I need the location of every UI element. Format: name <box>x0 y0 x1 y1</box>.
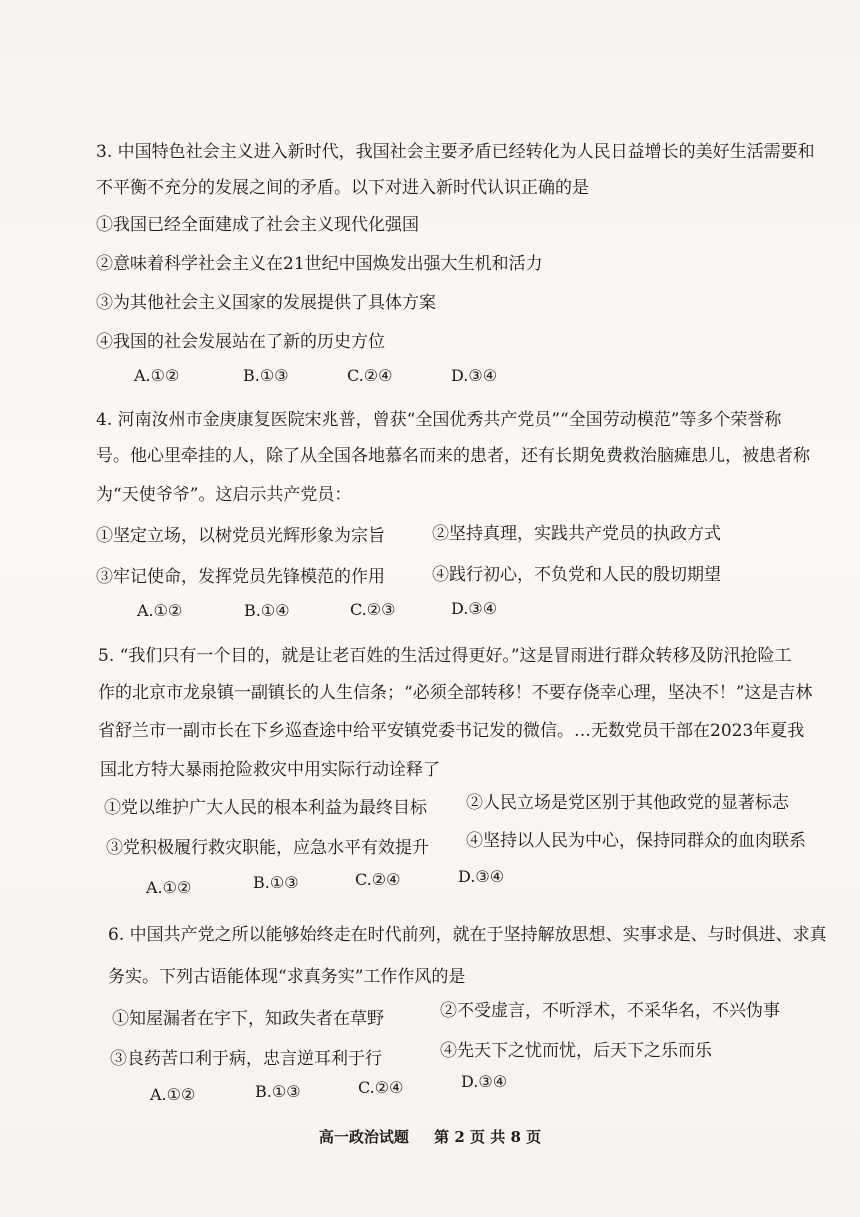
statement-item: ①党以维护广大人民的根本利益为最终目标 <box>104 798 427 818</box>
statement-item: ④坚持以人民为中心，保持同群众的血肉联系 <box>466 831 806 851</box>
choice-b: B.①③ <box>243 366 289 385</box>
question-stem-line: 6. 中国共产党之所以能够始终走在时代前列，就在于坚持解放思想、实事求是、与时俱进、求真 <box>108 925 827 945</box>
choice-c: C.②④ <box>347 366 393 385</box>
question-stem-line: 3. 中国特色社会主义进入新时代，我国社会主要矛盾已经转化为人民日益增长的美好生活需要和 <box>96 142 815 162</box>
choice-d: D.③④ <box>451 366 498 385</box>
choice-c: C.②④ <box>355 870 401 889</box>
choice-a: A.①② <box>137 601 183 620</box>
page-footer <box>0 1126 860 1147</box>
choice-d: D.③④ <box>461 1072 508 1091</box>
choice-c: C.②③ <box>350 600 396 619</box>
question-stem-line: 省舒兰市一副市长在下乡巡查途中给平安镇党委书记发的微信。…无数党员干部在2023年夏我 <box>98 721 805 741</box>
question-stem-line: 国北方特大暴雨抢险救灾中用实际行动诠释了 <box>100 760 440 780</box>
statement-item: ③牢记使命，发挥党员先锋模范的作用 <box>96 567 385 587</box>
statement-item: ④先天下之忧而忧，后天下之乐而乐 <box>440 1041 712 1061</box>
question-stem-line: 5. “我们只有一个目的，就是让老百姓的生活过得更好。”这是冒雨进行群众转移及防汛抢险工 <box>98 646 792 666</box>
statement-item: ③党积极履行救灾职能，应急水平有效提升 <box>106 838 429 858</box>
question-stem-line: 作的北京市龙泉镇一副镇长的人生信条；“必须全部转移！不要存侥幸心理，坚决不！”这是吉林 <box>98 683 813 703</box>
choice-a: A.①② <box>150 1085 196 1104</box>
statement-item: ④践行初心，不负党和人民的殷切期望 <box>432 565 721 585</box>
question-stem-line: 4. 河南汝州市金庚康复医院宋兆普，曾获“全国优秀共产党员”“全国劳动模范”等多个荣誉称 <box>96 410 782 430</box>
choice-b: B.①③ <box>255 1082 301 1101</box>
statement-item: ③良药苦口利于病，忠言逆耳利于行 <box>110 1049 382 1069</box>
question-stem-line: 号。他心里牵挂的人，除了从全国各地慕名而来的患者，还有长期免费救治脑瘫患儿，被患者称 <box>96 446 810 466</box>
footer-subject: 高一政治试题 <box>318 1128 409 1146</box>
choice-a: A.①② <box>134 366 180 385</box>
choice-c: C.②④ <box>358 1078 404 1097</box>
statement-item: ④我国的社会发展站在了新的历史方位 <box>96 332 385 352</box>
choice-d: D.③④ <box>451 599 498 618</box>
choice-d: D.③④ <box>458 867 505 886</box>
choice-a: A.①② <box>146 878 192 897</box>
statement-item: ①坚定立场，以树党员光辉形象为宗旨 <box>96 526 385 546</box>
choice-b: B.①③ <box>253 873 299 892</box>
statement-item: ②坚持真理，实践共产党员的执政方式 <box>432 524 721 544</box>
statement-item: ③为其他社会主义国家的发展提供了具体方案 <box>96 293 436 313</box>
statement-item: ①知屋漏者在宇下，知政失者在草野 <box>112 1009 384 1029</box>
statement-item: ①我国已经全面建成了社会主义现代化强国 <box>96 215 419 235</box>
statement-item: ②意味着科学社会主义在21世纪中国焕发出强大生机和活力 <box>96 254 543 274</box>
question-stem-line: 不平衡不充分的发展之间的矛盾。以下对进入新时代认识正确的是 <box>96 178 589 198</box>
footer-page-number: 第 2 页 共 8 页 <box>434 1128 542 1146</box>
question-stem-line: 务实。下列古语能体现“求真务实”工作作风的是 <box>108 967 466 987</box>
statement-item: ②人民立场是党区别于其他政党的显著标志 <box>466 793 789 813</box>
question-stem-line: 为“天使爷爷”。这启示共产党员： <box>96 485 352 505</box>
statement-item: ②不受虚言，不听浮术，不采华名，不兴伪事 <box>440 1001 780 1021</box>
choice-b: B.①④ <box>244 601 290 620</box>
